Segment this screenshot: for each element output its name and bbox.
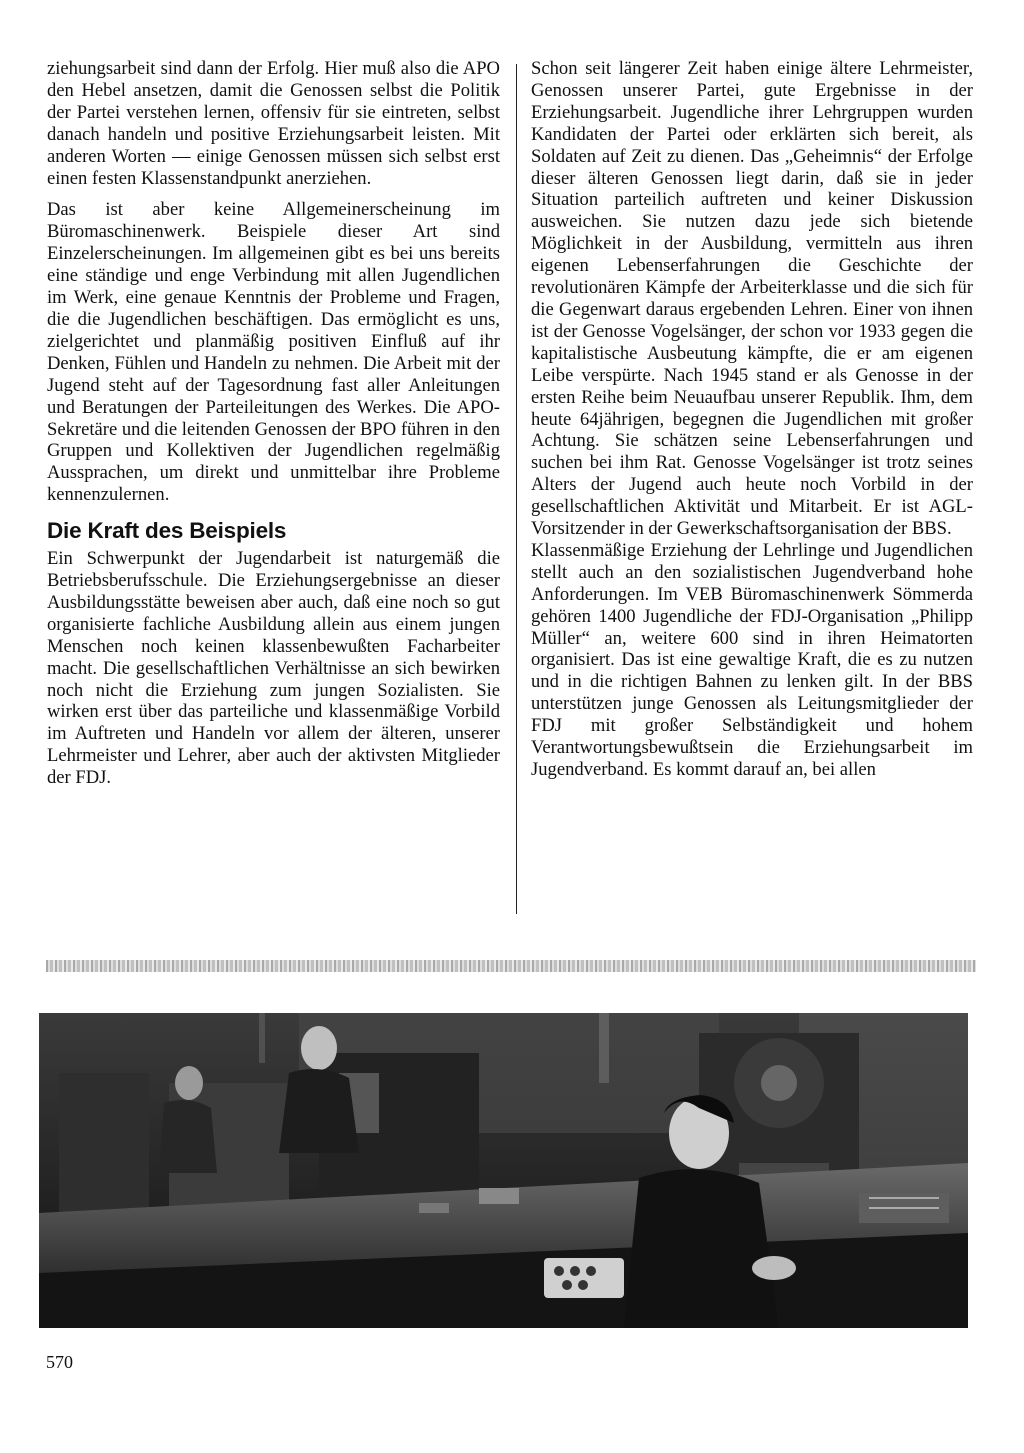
paragraph: Klassenmäßige Erziehung der Lehrlinge und Jugendlichen stellt auch an den sozialistischen Jugendverband hohe Anforderungen. Im VEB Büromaschinenwerk Sömmerda gehören 1400 Jugendliche der FDJ-Organisation „Philipp Müller“ an, weitere 600 sind in ihren Heimatorten organisiert. Das ist eine gewaltige Kraft, die es zu nutzen und in die richtigen Bahnen zu lenken gilt. In der BBS unterstützen junge Genossen als Leitungsmitglieder der FDJ mit großer Selbständigkeit und hohem Verantwortungsbewußtsein die Erziehungsarbeit im Jugendverband. Es kommt darauf an, bei allen (531, 539, 973, 780)
section-heading: Die Kraft des Beispiels (47, 518, 287, 544)
page-number: 570 (46, 1352, 73, 1372)
workshop-photo-illustration (39, 1013, 968, 1328)
paragraph: Ein Schwerpunkt der Jugendarbeit ist naturgemäß die Betriebsberufsschule. Die Erziehungsergebnisse an dieser Ausbildungsstätte beweisen aber auch, daß eine noch so gut organisierte fachliche Ausbildung allein aus einem jungen Menschen noch keinen klassenbewußten Facharbeiter macht. Die gesellschaftlichen Verhältnisse an sich bewirken noch nicht die Erziehung zum jungen Sozialisten. Sie wirken erst über das parteiliche und klassenmäßige Vorbild im Auftreten und Handeln vor allem der älteren, unserer Lehrmeister und Lehrer, aber auch der aktivsten Mitglieder der FDJ. (47, 548, 500, 789)
left-column (47, 58, 500, 799)
workshop-photo (39, 1013, 968, 1328)
paragraph: Das ist aber keine Allgemeinerscheinung im Büromaschinenwerk. Beispiele dieser Art sind Einzelerscheinungen. Im allgemeinen gibt es bei uns bereits eine ständige und enge Verbindung mit allen Jugendlichen im Werk, eine genaue Kenntnis der Probleme und Fragen, die die Jugendlichen beschäftigen. Das ermöglicht es uns, zielgerichtet und planmäßig positiven Einfluß auf ihr Denken, Fühlen und Handeln zu nehmen. Die Arbeit mit der Jugend steht auf der Tagesordnung fast aller Anleitungen und Beratungen der Parteileitungen des Werkes. Die APO-Sekretäre und die leitenden Genossen der BPO führen in den Gruppen und Kollektiven der Jugendlichen regelmäßig Aussprachen, um direkt und unmittelbar ihre Probleme kennenzulernen. (47, 199, 500, 506)
paragraph: ziehungsarbeit sind dann der Erfolg. Hier muß also die APO den Hebel ansetzen, damit die Genossen selbst die Politik der Partei verstehen lernen, offensiv für sie eintreten, selbst danach handeln und positive Erziehungsarbeit leisten. Mit anderen Worten — einige Genossen müssen sich selbst erst einen festen Klassenstandpunkt anerziehen. (47, 58, 500, 189)
right-column (531, 58, 973, 791)
halftone-separator (46, 960, 976, 972)
paragraph: Schon seit längerer Zeit haben einige ältere Lehrmeister, Genossen unserer Partei, gute Ergebnisse in der Erziehungsarbeit. Jugendliche ihrer Lehrgruppen wurden Kandidaten der Partei oder erklärten sich bereit, als Soldaten auf Zeit zu dienen. Das „Geheimnis“ der Erfolge dieser älteren Genossen liegt darin, daß sie in jeder Situation parteilich auftreten und keiner Diskussion ausweichen. Sie nutzen dazu jede sich bietende Möglichkeit in der Ausbildung, vermitteln aus ihren eigenen Lebenserfahrungen die Geschichte der revolutionären Kämpfe der Arbeiterklasse und die sich für die Gegenwart daraus ergebenden Lehren. Einer von ihnen ist der Genosse Vogelsänger, der schon vor 1933 gegen die kapitalistische Ausbeutung kämpfte, die er am eigenen Leibe verspürte. Nach 1945 stand er als Genosse in der ersten Reihe beim Neuaufbau unserer Republik. Ihm, dem heute 64jährigen, begegnen die Jugendlichen mit großer Achtung. Sie schätzen seine Lebenserfahrungen und suchen bei ihm Rat. Genosse Vogelsänger ist trotz seines Alters der Jugend auch heute noch Vorbild in der gesellschaftlichen Aktivität und Mitarbeit. Er ist AGL-Vorsitzender in der Gewerkschaftsorganisation der BBS. (531, 58, 973, 540)
column-divider (516, 64, 517, 914)
